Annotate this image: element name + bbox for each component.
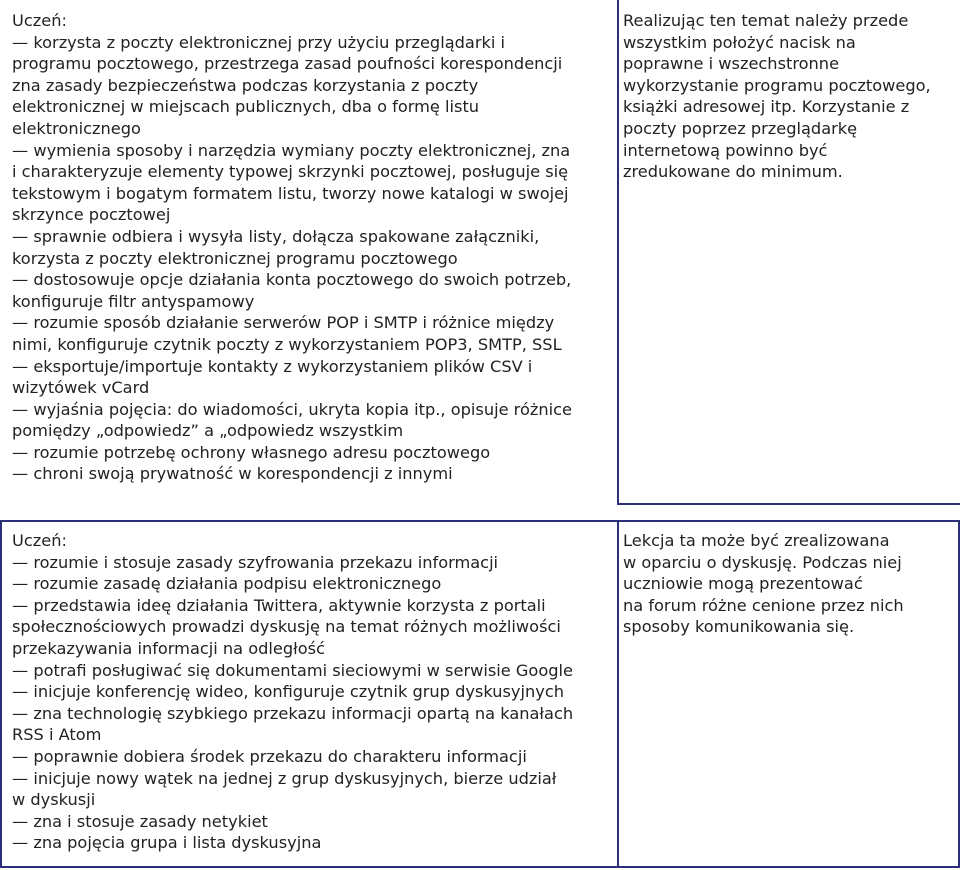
text-line: — dostosowuje opcje działania konta pocztowego do swoich potrzeb,: [12, 270, 572, 290]
text-line: na forum różne cenione przez nich: [623, 595, 904, 615]
row-bottom-border: [0, 866, 960, 868]
text-line: programu pocztowego, przestrzega zasad poufności korespondencji: [12, 54, 563, 74]
requirements-cell-communication: [0, 520, 618, 868]
text-line: zredukowane do minimum.: [623, 162, 843, 182]
requirements-list: [12, 552, 610, 854]
text-line: uczniowie mogą prezentować: [623, 574, 863, 594]
text-line: społecznościowych prowadzi dyskusję na temat różnych możliwości: [12, 617, 561, 637]
comment-cell-communication: [618, 520, 960, 868]
text-line: korzysta z poczty elektronicznej programu pocztowego: [12, 248, 458, 268]
text-line: Lekcja ta może być zrealizowana: [623, 531, 890, 550]
student-heading: Uczeń:: [12, 531, 67, 550]
text-line: Realizując ten temat należy przede: [623, 11, 909, 30]
text-line: książki adresowej itp. Korzystanie z: [623, 97, 910, 117]
text-line: RSS i Atom: [12, 725, 102, 745]
text-line: — przedstawia ideę działania Twittera, aktywnie korzysta z portali: [12, 595, 546, 615]
requirements-cell-email: [0, 0, 618, 505]
student-heading: Uczeń:: [12, 11, 67, 30]
text-line: sposoby komunikowania się.: [623, 617, 855, 637]
text-line: — zna i stosuje zasady netykiet: [12, 811, 268, 831]
text-line: przekazywania informacji na odległość: [12, 638, 325, 658]
text-line: — poprawnie dobiera środek przekazu do charakteru informacji: [12, 746, 527, 766]
comment-cell-email: [618, 0, 960, 505]
text-line: poprawne i wszechstronne: [623, 54, 840, 74]
cell-border: [618, 503, 960, 505]
text-line: — potrafi posługiwać się dokumentami sieciowymi w serwisie Google: [12, 660, 573, 680]
text-line: internetową powinno być: [623, 140, 828, 160]
text-line: — inicjuje nowy wątek na jednej z grup dyskusyjnych, bierze udział: [12, 768, 557, 788]
table-row-communication: [0, 520, 960, 868]
text-line: — chroni swoją prywatność w korespondencji z innymi: [12, 464, 453, 484]
requirements-list: [12, 32, 610, 485]
text-line: wszystkim położyć nacisk na: [623, 32, 856, 52]
text-line: — wyjaśnia pojęcia: do wiadomości, ukryta kopia itp., opisuje różnice: [12, 399, 572, 419]
text-line: zna zasady bezpieczeństwa podczas korzystania z poczty: [12, 75, 479, 95]
text-line: elektronicznej w miejscach publicznych, dba o formę listu: [12, 97, 480, 117]
text-line: — wymienia sposoby i narzędzia wymiany poczty elektronicznej, zna: [12, 140, 571, 160]
text-line: — korzysta z poczty elektronicznej przy użyciu przeglądarki i: [12, 32, 505, 52]
comment-text: [623, 530, 956, 638]
comment-text: [623, 10, 956, 183]
text-line: konfiguruje filtr antyspamowy: [12, 291, 255, 311]
text-line: — zna technologię szybkiego przekazu informacji opartą na kanałach: [12, 703, 574, 723]
text-line: pomiędzy „odpowiedz” a „odpowiedz wszystkim: [12, 421, 404, 441]
text-line: elektronicznego: [12, 118, 141, 138]
text-line: — rozumie zasadę działania podpisu elektronicznego: [12, 574, 442, 594]
text-line: wykorzystanie programu pocztowego,: [623, 75, 931, 95]
text-line: poczty poprzez przeglądarkę: [623, 118, 858, 138]
text-line: — eksportuje/importuje kontakty z wykorzystaniem plików CSV i: [12, 356, 533, 376]
text-line: skrzynce pocztowej: [12, 205, 171, 225]
text-line: wizytówek vCard: [12, 378, 150, 398]
text-line: w oparciu o dyskusję. Podczas niej: [623, 552, 902, 572]
text-line: i charakteryzuje elementy typowej skrzynki pocztowej, posługuje się: [12, 162, 569, 182]
text-line: — zna pojęcia grupa i lista dyskusyjna: [12, 833, 322, 853]
text-line: tekstowym i bogatym formatem listu, tworzy nowe katalogi w swojej: [12, 183, 569, 203]
text-line: — rozumie potrzebę ochrony własnego adresu pocztowego: [12, 442, 491, 462]
text-line: — rozumie i stosuje zasady szyfrowania przekazu informacji: [12, 552, 499, 572]
text-line: — rozumie sposób działanie serwerów POP i SMTP i różnice między: [12, 313, 555, 333]
text-line: — sprawnie odbiera i wysyła listy, dołącza spakowane załączniki,: [12, 226, 540, 246]
text-line: w dyskusji: [12, 790, 96, 810]
text-line: — inicjuje konferencję wideo, konfiguruje czytnik grup dyskusyjnych: [12, 682, 565, 702]
text-line: nimi, konfiguruje czytnik poczty z wykorzystaniem POP3, SMTP, SSL: [12, 334, 562, 354]
